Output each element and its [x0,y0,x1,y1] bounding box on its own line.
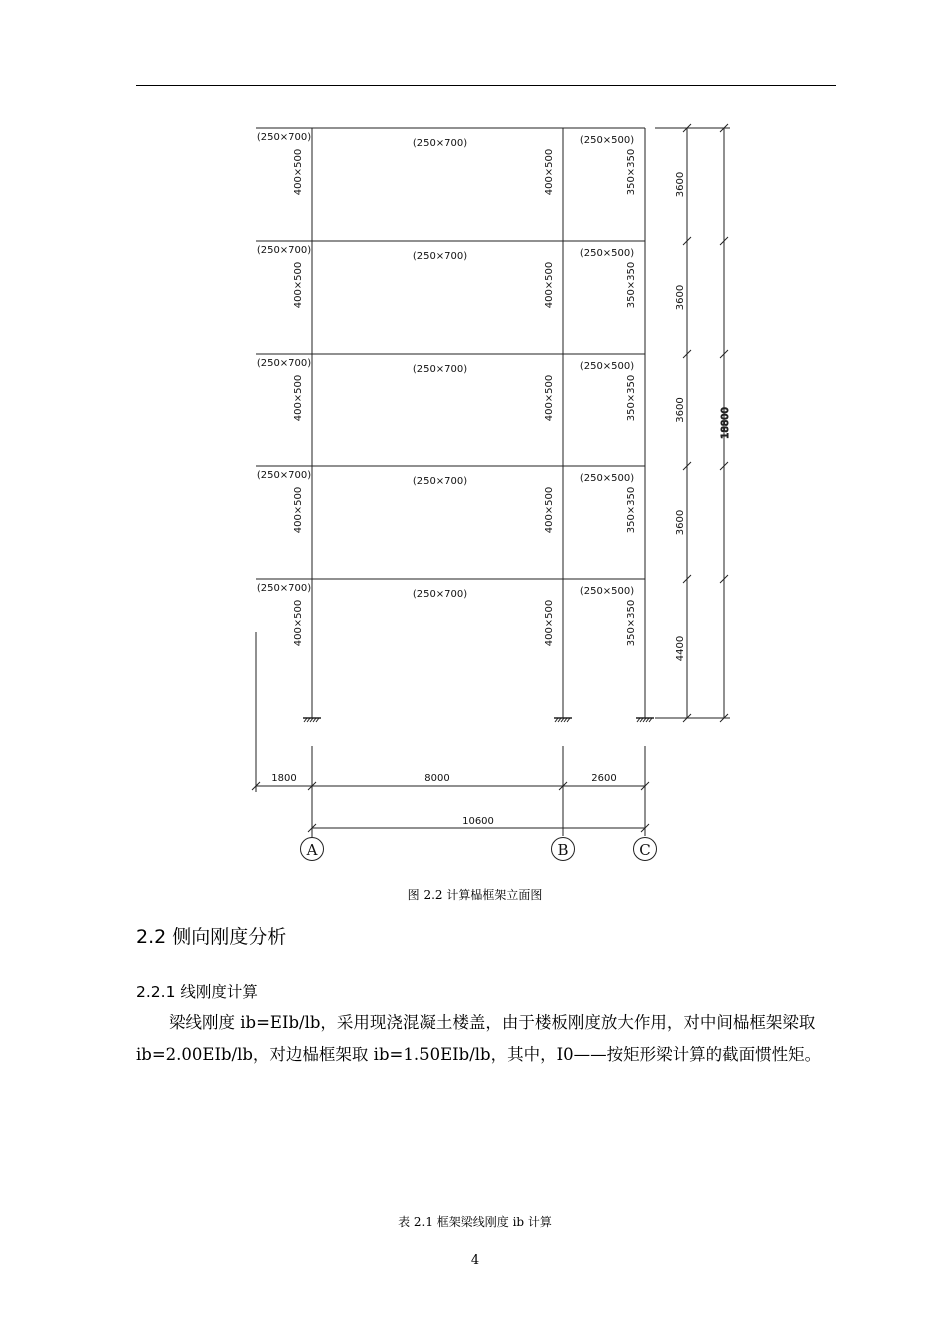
table-caption: 表 2.1 框架梁线刚度 ib 计算 [398,1215,552,1229]
span-label-2: 8000 [424,773,450,784]
column-label-c: 350×350 [626,374,637,422]
beam-label-main-span: (250×700) [412,364,468,375]
axis-label-b: B [557,841,569,859]
beam-label-cantilever: (250×700) [256,132,312,143]
story-height-label: 3600 [675,397,686,423]
column-label-b: 400×500 [544,599,555,647]
column-label-c: 350×350 [626,486,637,534]
column-label-c: 350×350 [626,261,637,309]
beam-label-cantilever: (250×700) [256,245,312,256]
column-label-a: 400×500 [293,261,304,309]
column-label-a: 400×500 [293,486,304,534]
height-dimensions [655,124,731,722]
beam-label-side-span: (250×500) [579,135,635,146]
span-dimensions [252,746,649,836]
column-label-b: 400×500 [544,148,555,196]
column-label-a: 400×500 [293,599,304,647]
axis-label-a: A [306,841,318,859]
column-label-c: 350×350 [626,148,637,196]
beam-label-main-span: (250×700) [412,476,468,487]
beam-label-cantilever: (250×700) [256,358,312,369]
story-height-label: 3600 [675,171,686,198]
story-height-label: 3600 [675,509,686,536]
page-number: 4 [470,1253,480,1268]
axis-label-c: C [639,841,651,859]
story-height-label: 4400 [675,635,686,662]
column-label-a: 400×500 [293,148,304,196]
beam-label-side-span: (250×500) [579,248,635,259]
axis-bubbles [301,836,657,861]
beam-label-cantilever: (250×700) [256,470,312,481]
beam-label-main-span: (250×700) [412,589,468,600]
columns [256,128,645,792]
member-labels [257,132,637,646]
beam-label-cantilever: (250×700) [256,583,312,594]
section-heading: 2.2 侧向刚度分析 [136,926,287,948]
body-paragraph: 梁线刚度 ib=EIb/lb，采用现浇混凝土楼盖，由于楼板刚度放大作用，对中间榀框架梁取 ib=2.00EIb/lb，对边榀框架取 ib=1.50EIb/lb，其中，I0——按矩形梁计算的截面惯性矩。 [136,1013,822,1064]
span-label-3: 2600 [591,773,617,784]
beam-label-side-span: (250×500) [579,473,635,484]
column-label-b: 400×500 [544,374,555,422]
total-height-label: 18800 [720,407,731,439]
beam-label-side-span: (250×500) [579,361,635,372]
span-label-1: 1800 [271,773,297,784]
column-label-a: 400×500 [293,374,304,422]
beam-label-side-span: (250×500) [579,586,635,597]
beam-label-main-span: (250×700) [412,138,468,149]
fixed-supports [303,718,654,722]
beams [256,128,645,579]
beam-label-main-span: (250×700) [412,251,468,262]
story-height-label: 3600 [675,284,686,311]
total-span-label: 10600 [462,816,494,827]
figure-caption: 图 2.2 计算榀框架立面图 [407,888,543,902]
subsection-heading: 2.2.1 线刚度计算 [136,983,258,1001]
column-label-b: 400×500 [544,486,555,534]
column-label-b: 400×500 [544,261,555,309]
column-label-c: 350×350 [626,599,637,647]
